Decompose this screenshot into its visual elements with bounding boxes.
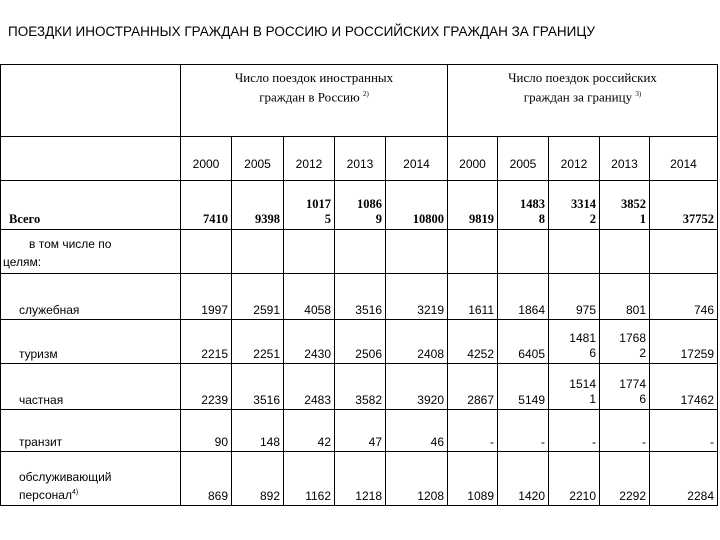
cell-value: 2483 (304, 393, 331, 407)
cell-value: 90 (214, 435, 228, 449)
table-cell (498, 452, 549, 506)
table-cell (181, 364, 232, 410)
empty-cell (498, 230, 549, 274)
cell-value: 17259 (680, 347, 714, 361)
year-header-cell: 2000 (181, 137, 232, 181)
table-cell (650, 320, 718, 364)
cell-value: 4058 (304, 303, 331, 317)
group-header-foreign-line2: граждан в Россию (259, 89, 360, 105)
table-cell (335, 410, 386, 452)
group-header-russian-line1: Число поездок российских (508, 70, 657, 85)
including-line2: целям: (3, 255, 42, 269)
table-cell (284, 452, 335, 506)
staff-label-line1: обслуживающий (19, 470, 112, 484)
table-cell (549, 320, 600, 364)
cell-value: 2284 (687, 489, 714, 503)
table-cell (448, 452, 498, 506)
cell-value: 1997 (201, 303, 228, 317)
cell-value: 2430 (304, 347, 331, 361)
cell-value: 746 (693, 303, 714, 317)
empty-corner-cell (1, 65, 181, 137)
table-cell (232, 364, 284, 410)
row-label: служебная (1, 274, 181, 320)
cell-value: - (490, 435, 494, 449)
cell-value: 1864 (518, 303, 545, 317)
row-label (1, 452, 181, 506)
cell-value: 9 (375, 212, 382, 226)
cell-value: 3852 (621, 197, 646, 211)
cell-value: 1420 (518, 489, 545, 503)
cell-value: 3516 (253, 393, 280, 407)
group-header-row (1, 65, 718, 137)
year-header-cell: 2012 (549, 137, 600, 181)
row-label: частная (1, 364, 181, 410)
cell-value: 1514 (569, 377, 596, 391)
cell-value: 975 (575, 303, 596, 317)
cell-value: 3920 (417, 393, 444, 407)
table-cell (335, 452, 386, 506)
table-row-including (1, 230, 718, 274)
table-cell (600, 364, 650, 410)
cell-value: - (541, 435, 545, 449)
group-header-russian-line2: граждан за границу (523, 89, 633, 105)
table-row-total (1, 181, 718, 230)
table-cell (448, 410, 498, 452)
page-title: ПОЕЗДКИ ИНОСТРАННЫХ ГРАЖДАН В РОССИЮ И РОССИЙСКИХ ГРАЖДАН ЗА ГРАНИЦУ (8, 24, 595, 39)
table-cell (549, 364, 600, 410)
cell-value: 1162 (305, 489, 331, 503)
cell-value: 1768 (619, 331, 646, 345)
table-cell (650, 410, 718, 452)
table-cell (284, 364, 335, 410)
row-label: транзит (1, 410, 181, 452)
row-label-including (1, 230, 181, 274)
cell-value: 1089 (467, 489, 494, 503)
table-row-private (1, 364, 718, 410)
year-header-cell: 2014 (650, 137, 718, 181)
cell-value: 42 (317, 435, 331, 449)
cell-value: - (642, 435, 646, 449)
table-cell (232, 320, 284, 364)
cell-value: 6 (589, 346, 596, 360)
table-cell (181, 320, 232, 364)
table-cell (498, 410, 549, 452)
cell-value: 2506 (355, 347, 382, 361)
year-header-cell: 2014 (386, 137, 448, 181)
cell-value: 2215 (201, 347, 228, 361)
cell-value: 10800 (412, 212, 444, 226)
footnote-marker: 4) (71, 489, 79, 496)
empty-label-cell (1, 137, 181, 181)
group-header-foreign (181, 65, 448, 137)
group-header-russian (448, 65, 718, 137)
table-cell (650, 274, 718, 320)
table-cell (386, 274, 448, 320)
empty-cell (232, 230, 284, 274)
table-cell (232, 410, 284, 452)
cell-value: 1017 (306, 197, 331, 211)
cell-value: - (710, 435, 714, 449)
year-header-row (1, 137, 718, 181)
cell-value: 37752 (682, 212, 714, 226)
table-cell (448, 181, 498, 230)
cell-value: 148 (259, 435, 280, 449)
cell-value: 6 (639, 392, 646, 406)
cell-value: 47 (368, 435, 382, 449)
cell-value: 46 (430, 435, 444, 449)
cell-value: 2591 (253, 303, 280, 317)
table-cell (600, 274, 650, 320)
empty-cell (284, 230, 335, 274)
year-header-cell: 2000 (448, 137, 498, 181)
table-cell (448, 274, 498, 320)
table-cell (600, 320, 650, 364)
table-cell (335, 320, 386, 364)
cell-value: 2251 (253, 347, 280, 361)
cell-value: - (592, 435, 596, 449)
cell-value: 5149 (518, 393, 545, 407)
cell-value: 801 (625, 303, 646, 317)
cell-value: 8 (538, 212, 545, 226)
including-line1: в том числе по (29, 237, 112, 251)
empty-cell (600, 230, 650, 274)
table-cell (498, 320, 549, 364)
cell-value: 9398 (255, 212, 280, 226)
cell-value: 5 (324, 212, 331, 226)
cell-value: 1774 (619, 377, 646, 391)
table-cell (600, 181, 650, 230)
cell-value: 1483 (520, 197, 545, 211)
cell-value: 2210 (569, 489, 596, 503)
row-label: туризм (1, 320, 181, 364)
table-cell (181, 452, 232, 506)
cell-value: 17462 (680, 393, 714, 407)
year-header-cell: 2013 (600, 137, 650, 181)
staff-label-line2: персонал (19, 488, 72, 502)
table-cell (335, 181, 386, 230)
table-row-staff (1, 452, 718, 506)
cell-value: 2408 (417, 347, 444, 361)
table-cell (650, 452, 718, 506)
table-cell (284, 410, 335, 452)
table-cell (386, 452, 448, 506)
cell-value: 1481 (569, 331, 596, 345)
cell-value: 1208 (417, 489, 444, 503)
empty-cell (386, 230, 448, 274)
year-header-cell: 2005 (232, 137, 284, 181)
cell-value: 1218 (355, 489, 382, 503)
table-cell (181, 410, 232, 452)
table-cell (386, 410, 448, 452)
table-cell (549, 452, 600, 506)
table-cell (650, 364, 718, 410)
table-cell (498, 181, 549, 230)
group-header-foreign-line1: Число поездок иностранных (234, 70, 394, 85)
table-cell (498, 364, 549, 410)
table-row-tourism (1, 320, 718, 364)
cell-value: 2 (589, 212, 596, 226)
table-cell (600, 410, 650, 452)
cell-value: 4252 (467, 347, 494, 361)
table-cell (335, 364, 386, 410)
table-cell (448, 364, 498, 410)
table-cell (232, 274, 284, 320)
table-cell (386, 364, 448, 410)
footnote-marker: 2) (362, 90, 369, 98)
table-cell (181, 181, 232, 230)
cell-value: 892 (259, 489, 280, 503)
cell-value: 1 (639, 212, 646, 226)
table-cell (284, 274, 335, 320)
table-cell (181, 274, 232, 320)
table-cell (600, 452, 650, 506)
cell-value: 2239 (201, 393, 228, 407)
cell-value: 3314 (571, 197, 596, 211)
table-cell (386, 181, 448, 230)
cell-value: 1086 (357, 197, 382, 211)
table-cell (549, 274, 600, 320)
row-label: Всего (1, 181, 181, 230)
table-row-business (1, 274, 718, 320)
cell-value: 2867 (467, 393, 494, 407)
cell-value: 1 (589, 392, 596, 406)
table-row-transit (1, 410, 718, 452)
cell-value: 3219 (417, 303, 444, 317)
table-cell (232, 452, 284, 506)
empty-cell (650, 230, 718, 274)
cell-value: 1611 (468, 303, 494, 317)
table-cell (335, 274, 386, 320)
table-cell (498, 274, 549, 320)
empty-cell (448, 230, 498, 274)
year-header-cell: 2013 (335, 137, 386, 181)
cell-value: 9819 (469, 212, 494, 226)
empty-cell (549, 230, 600, 274)
table-cell (650, 181, 718, 230)
table-cell (549, 410, 600, 452)
table-cell (284, 181, 335, 230)
travel-statistics-table (0, 64, 718, 506)
cell-value: 2 (639, 346, 646, 360)
cell-value: 869 (207, 489, 228, 503)
table-cell (232, 181, 284, 230)
table-cell (284, 320, 335, 364)
year-header-cell: 2012 (284, 137, 335, 181)
year-header-cell: 2005 (498, 137, 549, 181)
cell-value: 3516 (355, 303, 382, 317)
empty-cell (181, 230, 232, 274)
cell-value: 2292 (619, 489, 646, 503)
table-cell (549, 181, 600, 230)
footnote-marker: 3) (635, 90, 642, 98)
cell-value: 3582 (355, 393, 382, 407)
empty-cell (335, 230, 386, 274)
cell-value: 7410 (203, 212, 228, 226)
cell-value: 6405 (518, 347, 545, 361)
table-cell (448, 320, 498, 364)
table-cell (386, 320, 448, 364)
